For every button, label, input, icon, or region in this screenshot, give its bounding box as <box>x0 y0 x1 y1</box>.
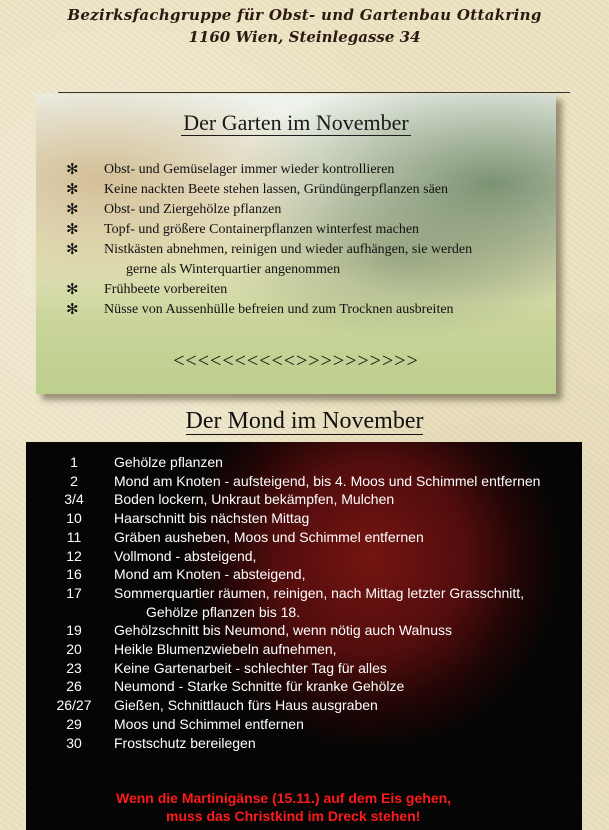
calendar-activity: Boden lockern, Unkraut bekämpfen, Mulchen <box>114 491 395 508</box>
calendar-activity: Moos und Schimmel entfernen <box>114 715 304 732</box>
asterisk-icon: ✻ <box>66 162 79 178</box>
calendar-day: 26 <box>66 678 82 695</box>
asterisk-icon: ✻ <box>66 282 79 298</box>
calendar-day: 29 <box>66 715 82 732</box>
garden-task-item <box>66 240 546 280</box>
garden-task-item <box>66 180 546 200</box>
garden-task-line: Frühbeete vorbereiten <box>104 282 228 297</box>
calendar-row <box>26 735 582 753</box>
asterisk-icon: ✻ <box>66 202 79 218</box>
garden-task-line: Nistkästen abnehmen, reinigen und wieder aufhängen, sie werden <box>104 242 473 257</box>
garden-task-text <box>104 300 454 320</box>
calendar-row <box>26 454 582 472</box>
calendar-day: 23 <box>66 659 82 676</box>
calendar-activity: Mond am Knoten - absteigend, <box>114 566 306 583</box>
calendar-activity: Sommerquartier räumen, reinigen, nach Mittag letzter Grasschnitt, <box>114 584 525 601</box>
calendar-activity: Gießen, Schnittlauch fürs Haus ausgraben <box>114 697 378 714</box>
calendar-activity: Gehölze pflanzen <box>114 454 223 470</box>
asterisk-icon: ✻ <box>66 302 79 318</box>
moon-calendar-panel <box>26 442 582 830</box>
garden-task-text <box>104 160 394 180</box>
calendar-activity: Neumond - Starke Schnitte für kranke Gehölze <box>114 678 405 695</box>
calendar-day: 1 <box>70 454 78 470</box>
garden-task-item <box>66 280 546 300</box>
garden-task-line: Obst- und Gemüselager immer wieder kontrollieren <box>104 162 395 177</box>
asterisk-icon: ✻ <box>66 222 79 238</box>
garden-task-text <box>104 240 472 280</box>
calendar-activity: Vollmond - absteigend, <box>114 547 257 564</box>
garden-photo-panel <box>36 94 556 394</box>
garden-task-line: Obst- und Ziergehölze pflanzen <box>104 202 282 217</box>
decorative-arrows: <<<<<<<<<<>>>>>>>>>> <box>173 350 419 372</box>
calendar-row <box>26 473 582 491</box>
calendar-row <box>26 584 582 620</box>
calendar-row <box>26 660 582 678</box>
calendar-activity: Haarschnitt bis nächsten Mittag <box>114 510 310 527</box>
garden-task-text <box>104 200 281 220</box>
calendar-row <box>26 510 582 528</box>
garden-task-line: Nüsse von Aussenhülle befreien und zum Trocknen ausbreiten <box>104 302 454 317</box>
header-divider <box>58 92 570 93</box>
calendar-row <box>26 641 582 659</box>
calendar-row <box>26 678 582 696</box>
calendar-activity: Frostschutz bereilegen <box>114 734 256 751</box>
proverb-line-1: Wenn die Martinigänse (15.11.) auf dem Eis gehen, <box>116 790 452 806</box>
garden-task-item <box>66 160 546 180</box>
page-header <box>0 6 609 46</box>
organization-name: Bezirksfachgruppe für Obst- und Gartenbau Ottakring <box>67 6 542 24</box>
garden-task-text <box>104 280 227 300</box>
calendar-row <box>26 529 582 547</box>
calendar-day: 19 <box>66 622 82 639</box>
organization-address: 1160 Wien, Steinlegasse 34 <box>188 28 421 46</box>
calendar-day: 17 <box>66 584 82 601</box>
calendar-day: 16 <box>66 566 82 583</box>
garden-task-item <box>66 300 546 320</box>
calendar-day: 26/27 <box>56 697 92 714</box>
garden-task-item <box>66 220 546 240</box>
calendar-activity: Heikle Blumenzwiebeln aufnehmen, <box>114 641 337 657</box>
calendar-row <box>26 716 582 734</box>
calendar-day: 10 <box>66 510 82 527</box>
calendar-row <box>26 622 582 640</box>
garden-task-continuation: gerne als Winterquartier angenommen <box>126 262 341 277</box>
garden-task-line: Keine nackten Beete stehen lassen, Gründüngerpflanzen säen <box>104 182 449 197</box>
garden-title: Der Garten im November <box>183 110 409 135</box>
calendar-row <box>26 697 582 715</box>
calendar-day: 3/4 <box>64 491 84 508</box>
asterisk-icon: ✻ <box>66 242 79 258</box>
garden-task-line: Topf- und größere Containerpflanzen winterfest machen <box>104 222 420 237</box>
calendar-activity: Gehölzschnitt bis Neumond, wenn nötig auch Walnuss <box>114 622 452 639</box>
calendar-activity-continuation: Gehölze pflanzen bis 18. <box>146 603 301 620</box>
garden-task-item <box>66 200 546 220</box>
calendar-activity: Mond am Knoten - aufsteigend, bis 4. Moos und Schimmel entfernen <box>114 472 541 489</box>
proverb-line-2: muss das Christkind im Dreck stehen! <box>166 808 421 824</box>
calendar-activity: Gräben ausheben, Moos und Schimmel entfernen <box>114 528 424 545</box>
calendar-activity: Keine Gartenarbeit - schlechter Tag für alles <box>114 659 387 676</box>
garden-task-list <box>66 160 546 320</box>
calendar-day: 20 <box>66 641 82 657</box>
calendar-row <box>26 548 582 566</box>
asterisk-icon: ✻ <box>66 182 79 198</box>
calendar-row <box>26 491 582 509</box>
garden-task-text <box>104 220 419 240</box>
calendar-row <box>26 566 582 584</box>
calendar-day: 12 <box>66 547 82 564</box>
garden-task-text <box>104 180 448 200</box>
calendar-day: 30 <box>66 734 82 751</box>
moon-title: Der Mond im November <box>185 408 424 434</box>
calendar-day: 2 <box>70 472 78 489</box>
calendar-day: 11 <box>66 528 82 545</box>
